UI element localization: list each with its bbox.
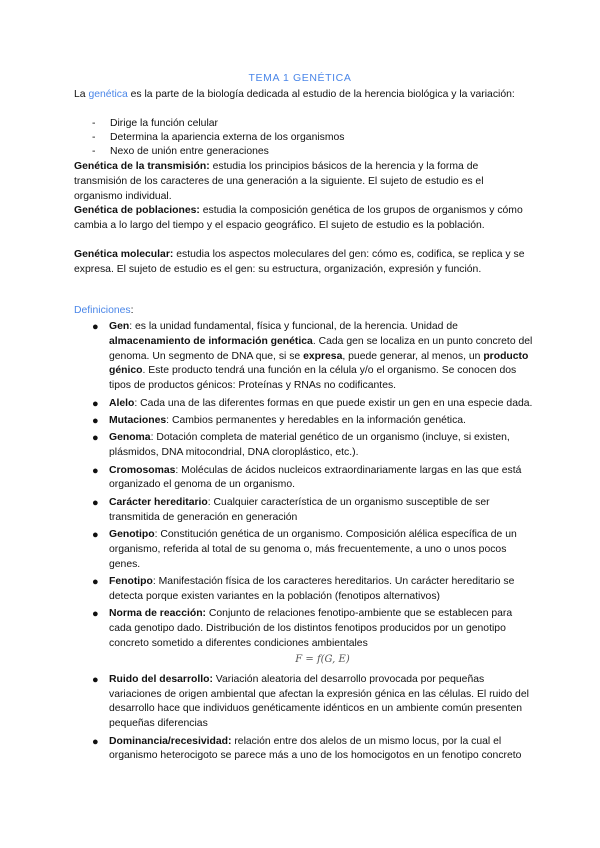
bullet-icon: ●: [92, 464, 99, 477]
function-item: - Determina la apariencia externa de los organismos: [92, 132, 345, 143]
definition-gen: ● Gen: es la unidad fundamental, física y funcional, de la herencia. Unidad de almacenamiento de información genética. Cada gen se localiza en un punto concreto del genoma. Un segmento de DNA que, si se expresa, puede generar, al menos, un producto génico. Este producto tendrá una función en la célula y/o el organismo. Se conocen dos tipos de productos génicos: Proteínas y RNAs no codificantes.: [92, 321, 533, 392]
definition-dominancia-recesividad: ● Dominancia/recesividad: relación entre dos alelos de un mismo locus, por la cual el organismo heterocigoto se parece más a uno de los homocigotos en un fenotipo concreto: [92, 735, 522, 762]
intro-paragraph: La genética es la parte de la biología dedicada al estudio de la herencia biológica y la variación:: [74, 89, 515, 100]
function-item: - Nexo de unión entre generaciones: [92, 146, 269, 157]
definition-caracter-hereditario: ● Carácter hereditario: Cualquier característica de un organismo susceptible de ser transmitida de generación en generación: [92, 496, 490, 523]
definition-mutaciones: ● Mutaciones: Cambios permanentes y heredables en la información genética.: [92, 414, 466, 427]
page-title: TEMA 1 GENÉTICA: [248, 72, 352, 84]
bullet-icon: ●: [92, 735, 99, 748]
definition-genoma: ● Genoma: Dotación completa de material genético de un organismo (incluye, si existen, plásmidos, DNA mitocondrial, DNA cloroplástico, etc.).: [92, 432, 510, 459]
bullet-icon: ●: [92, 432, 99, 445]
bullet-icon: ●: [92, 414, 99, 427]
bullet-icon: ●: [92, 575, 99, 588]
definition-genotipo: ● Genotipo: Constitución genética de un organismo. Composición alélica específica de un organismo, referida al total de su genoma o, más frecuentemente, a uno o unos pocos genes.: [92, 528, 517, 570]
branch-transmision: Genética de la transmisión: estudia los principios básicos de la herencia y la forma de transmisión de los caracteres de una generación a la siguiente. El sujeto de estudio es el organismo individual.: [74, 161, 484, 202]
definition-norma-de-reaccion: ● Norma de reacción: Conjunto de relaciones fenotipo-ambiente que se establecen para cada genotipo dado. Distribución de los distintos fenotipos producidos por un genotipo concreto sometido a diferentes condiciones ambientales F = f(G, E): [92, 607, 536, 670]
formula: F = f(G, E): [295, 654, 350, 666]
bullet-icon: ●: [92, 673, 99, 686]
definitions-heading: Definiciones:: [74, 305, 134, 316]
bullet-icon: ●: [92, 397, 99, 410]
definition-alelo: ● Alelo: Cada una de las diferentes formas en que puede existir un gen en una especie dada.: [92, 397, 533, 410]
definition-cromosomas: ● Cromosomas: Moléculas de ácidos nucleicos extraordinariamente largas en las que está organizado el genoma de un organismo.: [92, 464, 522, 491]
branch-molecular: Genética molecular: estudia los aspectos moleculares del gen: cómo es, codifica, se replica y se expresa. El sujeto de estudio es el gen: su estructura, organización, expresión y función.: [74, 249, 525, 275]
bullet-icon: ●: [92, 321, 99, 333]
bullet-icon: ●: [92, 608, 99, 621]
bullet-icon: ●: [92, 496, 99, 509]
function-item: - Dirige la función celular: [92, 118, 219, 129]
branch-poblaciones: Genética de poblaciones: estudia la composición genética de los grupos de organismos y cómo cambia a lo largo del tiempo y el espacio geográfico. El sujeto de estudio es la población.: [74, 205, 523, 231]
definition-fenotipo: ● Fenotipo: Manifestación física de los caracteres hereditarios. Un carácter hereditario se detecta porque existen variantes en la población (fenotipos alternativos): [92, 575, 515, 602]
bullet-icon: ●: [92, 528, 99, 541]
genetica-term: genética: [88, 89, 128, 100]
definition-ruido-del-desarrollo: ● Ruido del desarrollo: Variación aleatoria del desarrollo provocada por pequeñas variaciones de origen ambiental que afectan la expresión génica en las células. El ruido del desarrollo hace que individuos genéticamente idénticos en un ambiente común presenten pequeñas diferencias: [92, 673, 529, 730]
definitions-list: [92, 320, 536, 767]
